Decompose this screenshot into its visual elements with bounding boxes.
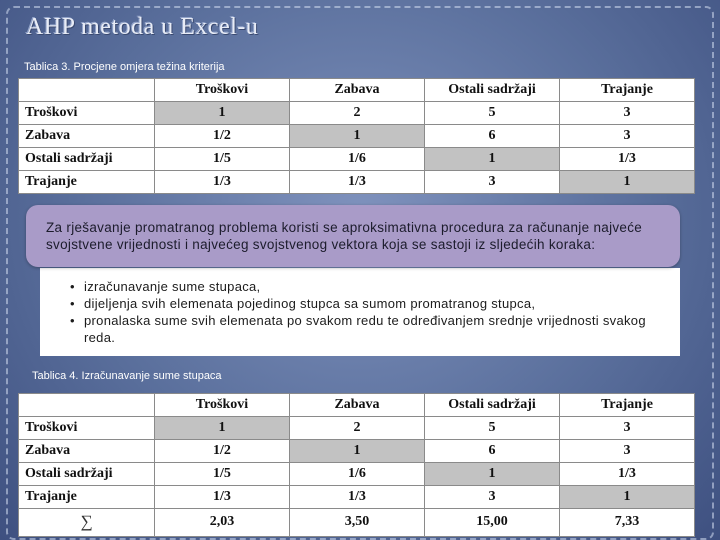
header-cell: Zabava <box>290 79 425 102</box>
table-cell: 2 <box>290 102 425 125</box>
sum-cell: 7,33 <box>560 508 695 536</box>
row-label: Troškovi <box>19 416 155 439</box>
list-item: • izračunavanje sume stupaca, <box>70 278 662 295</box>
table-row <box>19 171 695 194</box>
row-label: Zabava <box>19 125 155 148</box>
header-cell: Trajanje <box>560 79 695 102</box>
table-cell: 3 <box>560 416 695 439</box>
table2-caption: Tablica 4. Izračunavanje sume stupaca <box>32 370 222 382</box>
table-cell: 1 <box>425 148 560 171</box>
table-cell: 1 <box>290 439 425 462</box>
row-label: Trajanje <box>19 485 155 508</box>
slide-title: AHP metoda u Excel-u <box>26 14 259 40</box>
steps-list <box>70 278 662 346</box>
header-cell <box>19 394 155 417</box>
table-row <box>19 125 695 148</box>
table-cell: 3 <box>560 102 695 125</box>
sum-cell: 3,50 <box>290 508 425 536</box>
table-row <box>19 416 695 439</box>
header-cell: Ostali sadržaji <box>425 394 560 417</box>
table-row <box>19 148 695 171</box>
table-cell: 3 <box>425 171 560 194</box>
table-cell: 1/2 <box>155 439 290 462</box>
steps-panel <box>40 268 680 356</box>
table-cell: 1/6 <box>290 462 425 485</box>
header-cell: Zabava <box>290 394 425 417</box>
table-header-row <box>19 394 695 417</box>
table-cell: 3 <box>560 439 695 462</box>
table-header-row <box>19 79 695 102</box>
sum-cell: 15,00 <box>425 508 560 536</box>
sum-symbol: ∑ <box>19 508 155 536</box>
sum-cell: 2,03 <box>155 508 290 536</box>
table-cell: 5 <box>425 102 560 125</box>
table-cell: 5 <box>425 416 560 439</box>
table-cell: 1/5 <box>155 148 290 171</box>
table-cell: 1/2 <box>155 125 290 148</box>
table-cell: 1/3 <box>560 462 695 485</box>
table-cell: 2 <box>290 416 425 439</box>
table-cell: 1 <box>155 102 290 125</box>
table-cell: 1 <box>155 416 290 439</box>
row-label: Ostali sadržaji <box>19 462 155 485</box>
header-cell: Troškovi <box>155 394 290 417</box>
table-cell: 1/3 <box>155 171 290 194</box>
header-cell <box>19 79 155 102</box>
row-label: Trajanje <box>19 171 155 194</box>
table1-caption: Tablica 3. Procjene omjera težina kriterija <box>24 61 225 73</box>
header-cell: Ostali sadržaji <box>425 79 560 102</box>
header-cell: Trajanje <box>560 394 695 417</box>
row-label: Troškovi <box>19 102 155 125</box>
row-label: Ostali sadržaji <box>19 148 155 171</box>
table-cell: 1 <box>560 171 695 194</box>
table-cell: 6 <box>425 439 560 462</box>
table-cell: 6 <box>425 125 560 148</box>
table-cell: 1/3 <box>155 485 290 508</box>
table-row <box>19 102 695 125</box>
row-label: Zabava <box>19 439 155 462</box>
table-cell: 1/3 <box>290 485 425 508</box>
table-row <box>19 485 695 508</box>
table-cell: 3 <box>560 125 695 148</box>
table-cell: 1 <box>290 125 425 148</box>
sum-row <box>19 508 695 536</box>
table-cell: 1/3 <box>290 171 425 194</box>
table-cell: 1/5 <box>155 462 290 485</box>
list-item: • dijeljenja svih elemenata pojedinog stupca sa sumom promatranog stupca, <box>70 295 662 312</box>
table-cell: 1/3 <box>560 148 695 171</box>
table-cell: 3 <box>425 485 560 508</box>
table-row <box>19 462 695 485</box>
callout-box <box>26 205 680 267</box>
callout-text: Za rješavanje promatranog problema koristi se aproksimativna procedura za računanje najveće svojstvene vrijednosti i najvećeg svojstvenog vektora koja se sastoji iz sljedećih koraka: <box>46 220 643 252</box>
list-item: • pronalaska sume svih elemenata po svakom redu te određivanjem srednje vrijednosti svakog reda. <box>70 312 662 346</box>
table-column-sums <box>18 393 695 537</box>
table-ratio-estimates <box>18 78 695 194</box>
table-cell: 1 <box>560 485 695 508</box>
table-row <box>19 439 695 462</box>
table-cell: 1/6 <box>290 148 425 171</box>
table-cell: 1 <box>425 462 560 485</box>
header-cell: Troškovi <box>155 79 290 102</box>
